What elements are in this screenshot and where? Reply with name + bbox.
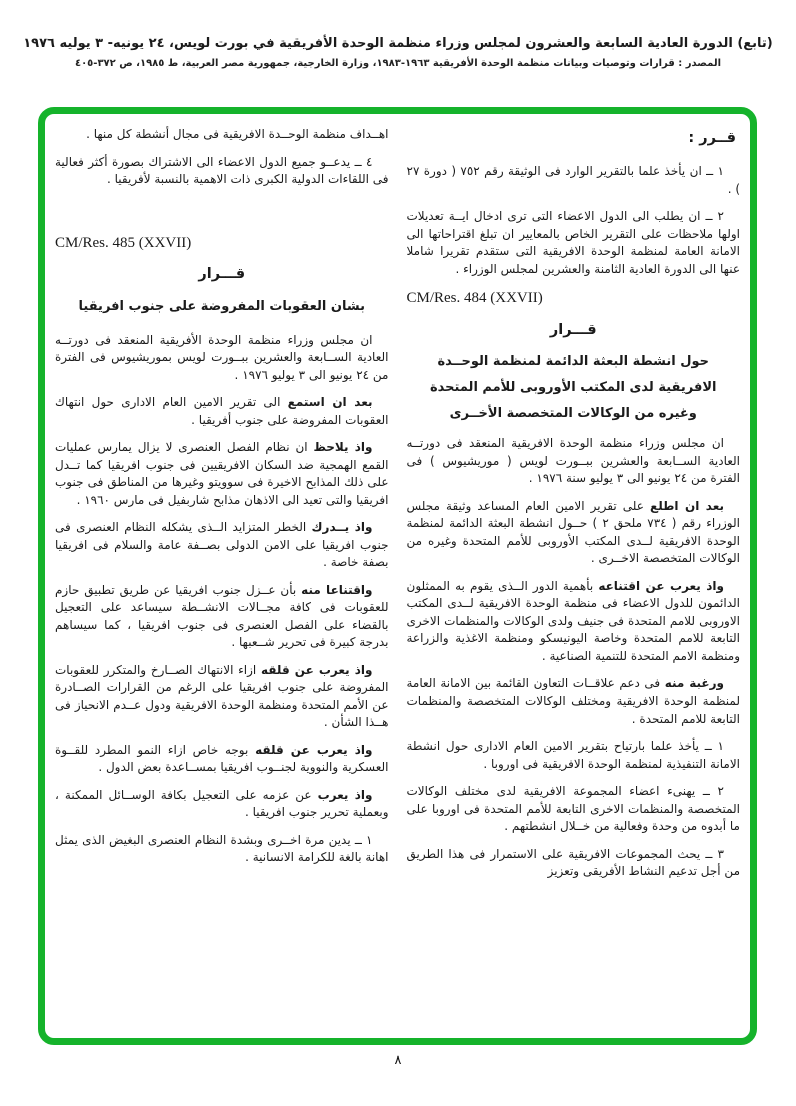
paragraph	[55, 742, 389, 777]
header-session-title: (تابع) الدورة العادية السابعة والعشرون لمجلس وزراء منظمة الوحدة الأفريقية في بورت لويس، ٢٤ يونيه- ٣ يوليه ١٩٧٦	[23, 36, 773, 51]
paragraph	[55, 662, 389, 732]
paragraph-text: بأن عــزل جنوب افريقيا عن طريق تطبيق حازم للعقوبات فى كافة مجــالات الانشــطة سيساعد على التعجيل بالقضاء على الفصل العنصرى فى جنوب افريقيا ، كما سيساهم بدرجة كبيرة فى تحرير شــعبها .	[55, 582, 389, 650]
paragraph-lead: واذ يــدرك	[311, 520, 373, 535]
paragraph-lead: واذ يعرب عن قلقه	[255, 742, 373, 757]
paragraph	[55, 787, 389, 822]
paragraph-lead: واذ يلاحظ	[313, 440, 373, 455]
paragraph	[407, 675, 741, 728]
decision-title	[407, 349, 741, 427]
paragraph-text: الى تقرير الامين العام الادارى حول انتهاك العقوبات المفروضة على جنوب أفريقيا .	[55, 395, 389, 427]
decision-title-line: الافريقية لدى المكتب الأوروبى للأمم المتحدة	[429, 380, 717, 396]
resolution-number-484: CM/Res. 484 (XXVII)	[406, 290, 543, 307]
paragraph-lead: واذ يعرب عن اقتناعه	[598, 578, 725, 593]
page-header	[0, 36, 796, 69]
paragraph-text: على تقرير الامين العام المساعد وثيقة مجلس الوزراء رقم ( ٧٣٤ ملحق ٢ ) حــول انشطة البعثة الدائمة لمنظمة الوحدة الافريقية لــدى المكتب الأوروبى للأمم المتحدة وغيره من الوكالات المتخصصة الاخــرى .	[406, 498, 740, 566]
paragraph	[407, 578, 741, 666]
paragraph	[55, 582, 389, 652]
paragraph-lead: بعد ان اطلع	[650, 498, 724, 513]
paragraph-lead: واذ يعرب	[317, 787, 373, 802]
paragraph-lead: ورغبة منه	[664, 676, 724, 691]
page-number: ٨	[394, 1053, 402, 1068]
paragraph-lead: بعد ان استمع	[287, 395, 373, 410]
paragraph-text: ان نظام الفصل العنصرى لا يزال يمارس عمليات القمع الهمجية ضد السكان الافريقيين فى جنوب افريقيا كما تــدل على ذلك المذابح الاخيرة فى سوويتو وغيرها من المناطق فى جنوب افريقيا والتى تعيد الى الاذهان مذابح شاربفيل فى مارس ١٩٦٠ .	[55, 440, 389, 507]
decision-title-line: حول انشطة البعثة الدائمة لمنظمة الوحــدة	[437, 354, 710, 370]
numbered-item: ٣ ــ يحث المجموعات الافريقية على الاستمرار فى هذا الطريق من أجل تدعيم النشاط الأفريقى وتعزيز	[406, 846, 740, 879]
paragraph-text: عن عزمه على التعجيل بكافة الوســائل الممكنة ، وبعملية تحرير جنوب افريقيا .	[55, 787, 389, 820]
paragraph: اهــداف منظمة الوحــدة الافريقية فى مجال أنشطة كل منها .	[86, 127, 389, 141]
paragraph-text: الخطر المتزايد الــذى يشكله النظام العنصرى فى جنوب افريقيا على الامن الدولى بصــفة عامة والسلام فى افريقيا بصفة خاصة .	[55, 520, 389, 570]
paragraph	[55, 439, 389, 509]
paragraph: ١ ــ ان يأخذ علما بالتقرير الوارد فى الوثيقة رقم ٧٥٢ ( دورة ٢٧ ) .	[406, 164, 740, 196]
content-frame	[38, 107, 757, 1045]
paragraph-text: بأهمية الدور الــذى يقوم به الممثلون الدائمون للدول الاعضاء فى منظمة الوحدة الافريقية لــدى المكتب الاوروبى للامم المتحدة فى جنيف ولدى الوكالات والمنظمات الاخرى التابعة للامم المتحدة وخاصة اليونيسكو ومنظمة الاغذية والزراعة ومنظمة الامم المتحدة للتنمية الصناعية .	[406, 578, 740, 663]
paragraph	[55, 519, 389, 572]
paragraph: ٢ ــ ان يطلب الى الدول الاعضاء التى ترى ادخال ايــة تعديلات اولها ملاحظات على التقرير الخاص بالمعايير ان تبلغ اقتراحاتها الى الامانة العامة لمنظمة الوحدة الافريقية التى ستقدم تقريرا شاملا عنها الى الدورة العادية الثامنة والعشرين لمجلس الوزراء .	[406, 209, 740, 276]
paragraph	[55, 394, 389, 429]
decision-heading: قـــرار	[549, 322, 597, 339]
paragraph: ان مجلس وزراء منظمة الوحدة الافريقية المنعقد فى دورتــه العادية الســابعة والعشرين ببــورت لويس ( موريشيوس ) فى الفترة من ٢٤ يونيو الى ٣ يوليو سنة ١٩٧٦ .	[406, 436, 740, 486]
decision-title	[55, 294, 389, 320]
decides-heading: قــرر :	[688, 130, 736, 146]
paragraph: ان مجلس وزراء منظمة الوحدة الأفريقية المنعقد فى دورتــه العادية الســابعة والعشرين ببــورت لويس بموريشيوس فى الفترة من ٢٤ يونيو الى ٣ يوليو ١٩٧٦ .	[55, 332, 389, 382]
paragraph-lead: واذ يعرب عن قلقه	[261, 662, 373, 677]
header-source-line: المصدر : قرارات وتوصيات وبيانات منظمة الوحدة الأفريقية ١٩٦٣-١٩٨٣، وزارة الخارجية، جمهورية مصر العربية، ط ١٩٨٥، ص ٣٧٢-٤٠٥	[74, 58, 722, 69]
paragraph	[407, 498, 741, 568]
paragraph-text: فى دعم علاقــات التعاون القائمة بين الامانة العامة لمنظمة الوحدة الافريقية ومختلف الوكالات المتخصصة والمنظمات التابعة للامم المتحدة .	[406, 676, 740, 726]
column-left	[55, 126, 389, 1028]
decision-title-line: بشان العقوبات المفروضة على جنوب افريقيا	[78, 298, 365, 314]
paragraph-text: ازاء الانتهاك الصــارخ والمتكرر للعقوبات المفروضة على جنوب افريقيا على الرغم من القرارات الصــادرة عن الأمم المتحدة ومنظمة الوحدة الافريقية ودول عــدم الانحياز فى هــذا الشأن .	[55, 662, 389, 730]
paragraph-text: بوجه خاص ازاء النمو المطرد للقــوة العسكرية والنووية لجنــوب افريقيا بمســاعدة بعض الدول .	[55, 742, 389, 775]
resolution-number-485: CM/Res. 485 (XXVII)	[55, 234, 192, 251]
paragraph-lead: واقتناعا منه	[301, 582, 373, 597]
decision-title-line: وغيره من الوكالات المتخصصة الأخــرى	[449, 406, 697, 422]
numbered-item: ٤ ــ يدعــو جميع الدول الاعضاء الى الاشتراك بصورة أكثر فعالية فى اللقاءات الدولية الكبرى ذات الاهمية بالنسبة لأفريقيا .	[55, 154, 389, 187]
numbered-item: ١ ــ يأخذ علما بارتياح بتقرير الامين العام الادارى حول انشطة الامانة التنفيذية لمنظمة الوحدة الافريقية فى اوروبا .	[406, 739, 740, 771]
two-column-layout	[55, 126, 740, 1028]
numbered-item: ٢ ــ يهنىء اعضاء المجموعة الافريقية لدى مختلف الوكالات المتخصصة والمنظمات الاخرى التابعة للأمم المتحدة فى اوروبا على ما أبدوه من وحدة وفعالية من خــلال انشطتهم .	[406, 784, 740, 834]
column-right	[407, 126, 741, 1028]
numbered-item: ١ ــ يدين مرة اخــرى وبشدة النظام العنصرى البغيض الذى يمثل اهانة بالغة للكرامة الانسانية .	[55, 832, 389, 865]
decision-heading: قـــرار	[198, 266, 246, 283]
